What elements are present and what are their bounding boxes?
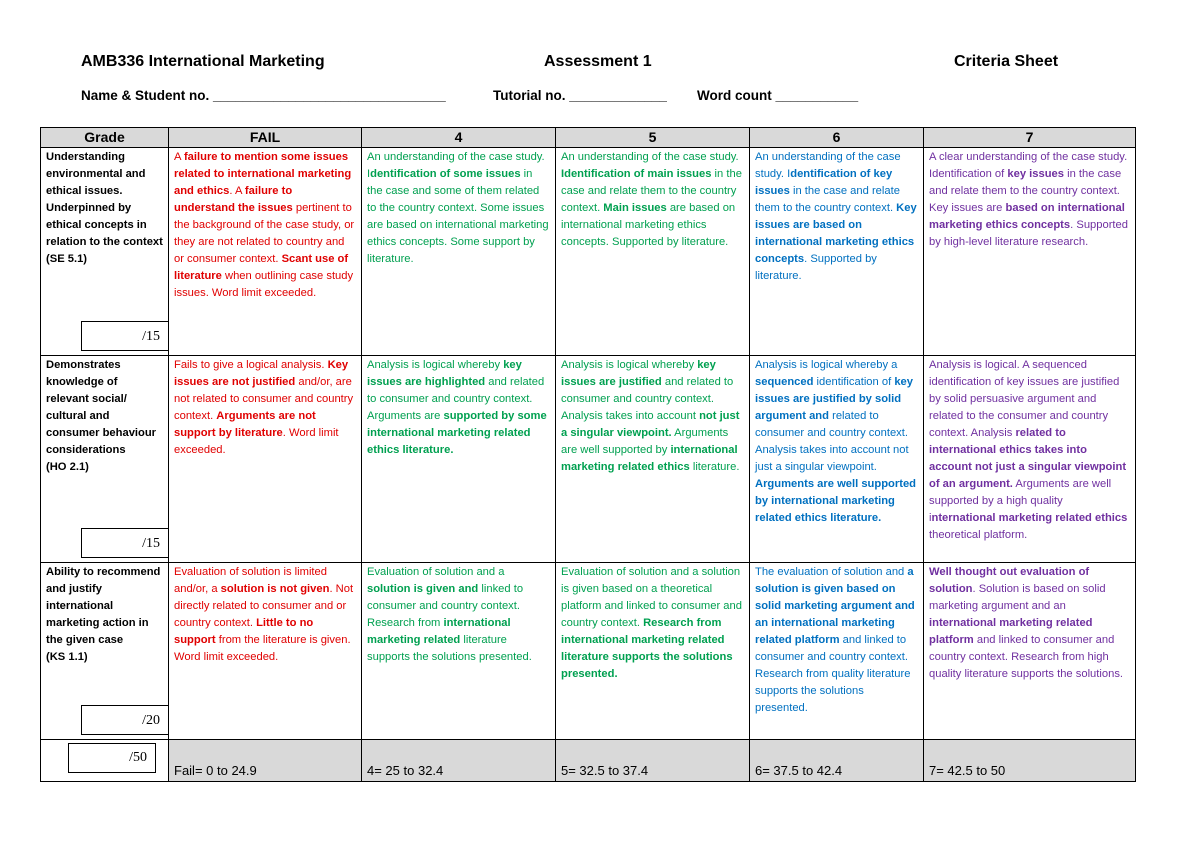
col-fail: FAIL: [169, 128, 362, 148]
criterion-code: (SE 5.1): [46, 253, 88, 265]
fail-cell: A failure to mention some issues related to international marketing and ethics. A failure to understand the issues pertinent to the background of the case study, or they are not related to country and or consumer context. Scant use of literature when outlining case study issues. Word limit exceeded.: [169, 148, 362, 356]
grade-4-cell: Analysis is logical whereby key issues are highlighted and related to consumer and country context. Arguments are supported by some international marketing related ethics literature.: [362, 356, 556, 563]
table-row: [41, 356, 1136, 563]
sheet-title: Criteria Sheet: [954, 53, 1059, 70]
table-row: [41, 563, 1136, 740]
score-label: /20: [142, 713, 160, 728]
table-row: [41, 148, 1136, 356]
score-input[interactable]: [81, 528, 169, 558]
criterion-text: Understanding environmental and ethical issues. Underpinned by ethical concepts in relation to the context: [46, 151, 163, 248]
score-input[interactable]: [81, 705, 169, 735]
grade-7-cell: A clear understanding of the case study. Identification of key issues in the case and relate them to the country context. Key issues are based on international marketing ethics concepts. Supported by high-level literature research.: [924, 148, 1136, 356]
grade-7-cell: Analysis is logical. A sequenced identification of key issues are justified by solid persuasive argument and related to the consumer and country context. Analysis related to international ethics takes into account not just a singular viewpoint of an argument. Arguments are well supported by a high quality international marketing related ethics theoretical platform.: [924, 356, 1136, 563]
col-6: 6: [750, 128, 924, 148]
criterion-cell: [41, 148, 169, 356]
grade-5-cell: Evaluation of solution and a solution is given based on a theoretical platform and linked to consumer and country context. Research from international marketing related literature supports the solutions presented.: [556, 563, 750, 740]
grade-6-cell: An understanding of the case study. Identification of key issues in the case and relate them to the country context. Key issues are based on international marketing ethics concepts. Supported by literature.: [750, 148, 924, 356]
criterion-cell: [41, 356, 169, 563]
grade-6-cell: The evaluation of solution and a solution is given based on solid marketing argument and an international marketing related platform and linked to consumer and country context. Research from quality literature supports the solutions presented.: [750, 563, 924, 740]
score-input[interactable]: [81, 321, 169, 351]
total-row: [41, 740, 1136, 782]
grade-7-cell: Well thought out evaluation of solution. Solution is based on solid marketing argument and an international marketing related platform and linked to consumer and country context. Research from high quality literature supports the solutions.: [924, 563, 1136, 740]
criterion-code: (HO 2.1): [46, 461, 89, 473]
criterion-text: Demonstrates knowledge of relevant social/ cultural and consumer behaviour considerations: [46, 359, 157, 456]
grade-6-cell: Analysis is logical whereby a sequenced identification of key issues are justified by solid argument and related to consumer and country context. Analysis takes into account not just a singular viewpoint. Arguments are well supported by international marketing related ethics literature.: [750, 356, 924, 563]
total-score-cell: [41, 740, 169, 782]
course-title: AMB336 International Marketing: [81, 53, 325, 70]
criteria-table: [40, 127, 1136, 782]
name-student-field[interactable]: Name & Student no. _______________________________: [81, 88, 446, 103]
tutorial-field[interactable]: Tutorial no. _____________: [493, 88, 667, 103]
fail-cell: Fails to give a logical analysis. Key issues are not justified and/or, are not related to consumer and country context. Arguments are not support by literature. Word limit exceeded.: [169, 356, 362, 563]
col-7: 7: [924, 128, 1136, 148]
criterion-text: Ability to recommend and justify international marketing action in the given case: [46, 566, 161, 646]
grade-4-cell: Evaluation of solution and a solution is given and linked to consumer and country context. Research from international marketing related literature supports the solutions presented.: [362, 563, 556, 740]
grade-4-cell: An understanding of the case study. Identification of some issues in the case and some of them related to the country context. Some issues are based on international marketing ethics concepts. Some support by literature.: [362, 148, 556, 356]
fail-range: Fail= 0 to 24.9: [169, 740, 362, 782]
fail-cell: Evaluation of solution is limited and/or, a solution is not given. Not directly related to consumer and or country context. Little to no support from the literature is given. Word limit exceeded.: [169, 563, 362, 740]
criterion-cell: [41, 563, 169, 740]
grade-4-range: 4= 25 to 32.4: [362, 740, 556, 782]
grade-5-cell: An understanding of the case study. Identification of main issues in the case and relate them to the country context. Main issues are based on international marketing ethics concepts. Supported by literature.: [556, 148, 750, 356]
criterion-code: (KS 1.1): [46, 651, 88, 663]
col-4: 4: [362, 128, 556, 148]
score-label: /15: [142, 329, 160, 344]
total-score-input[interactable]: [68, 743, 156, 773]
grade-5-range: 5= 32.5 to 37.4: [556, 740, 750, 782]
total-score-label: /50: [129, 750, 147, 765]
grade-5-cell: Analysis is logical whereby key issues are justified and related to consumer and country context. Analysis takes into account not just a singular viewpoint. Arguments are well supported by international marketing related ethics literature.: [556, 356, 750, 563]
score-label: /15: [142, 536, 160, 551]
table-header-row: [41, 128, 1136, 148]
grade-7-range: 7= 42.5 to 50: [924, 740, 1136, 782]
col-5: 5: [556, 128, 750, 148]
grade-6-range: 6= 37.5 to 42.4: [750, 740, 924, 782]
assessment-title: Assessment 1: [544, 53, 652, 70]
col-grade: Grade: [41, 128, 169, 148]
word-count-field[interactable]: Word count ___________: [697, 88, 859, 103]
